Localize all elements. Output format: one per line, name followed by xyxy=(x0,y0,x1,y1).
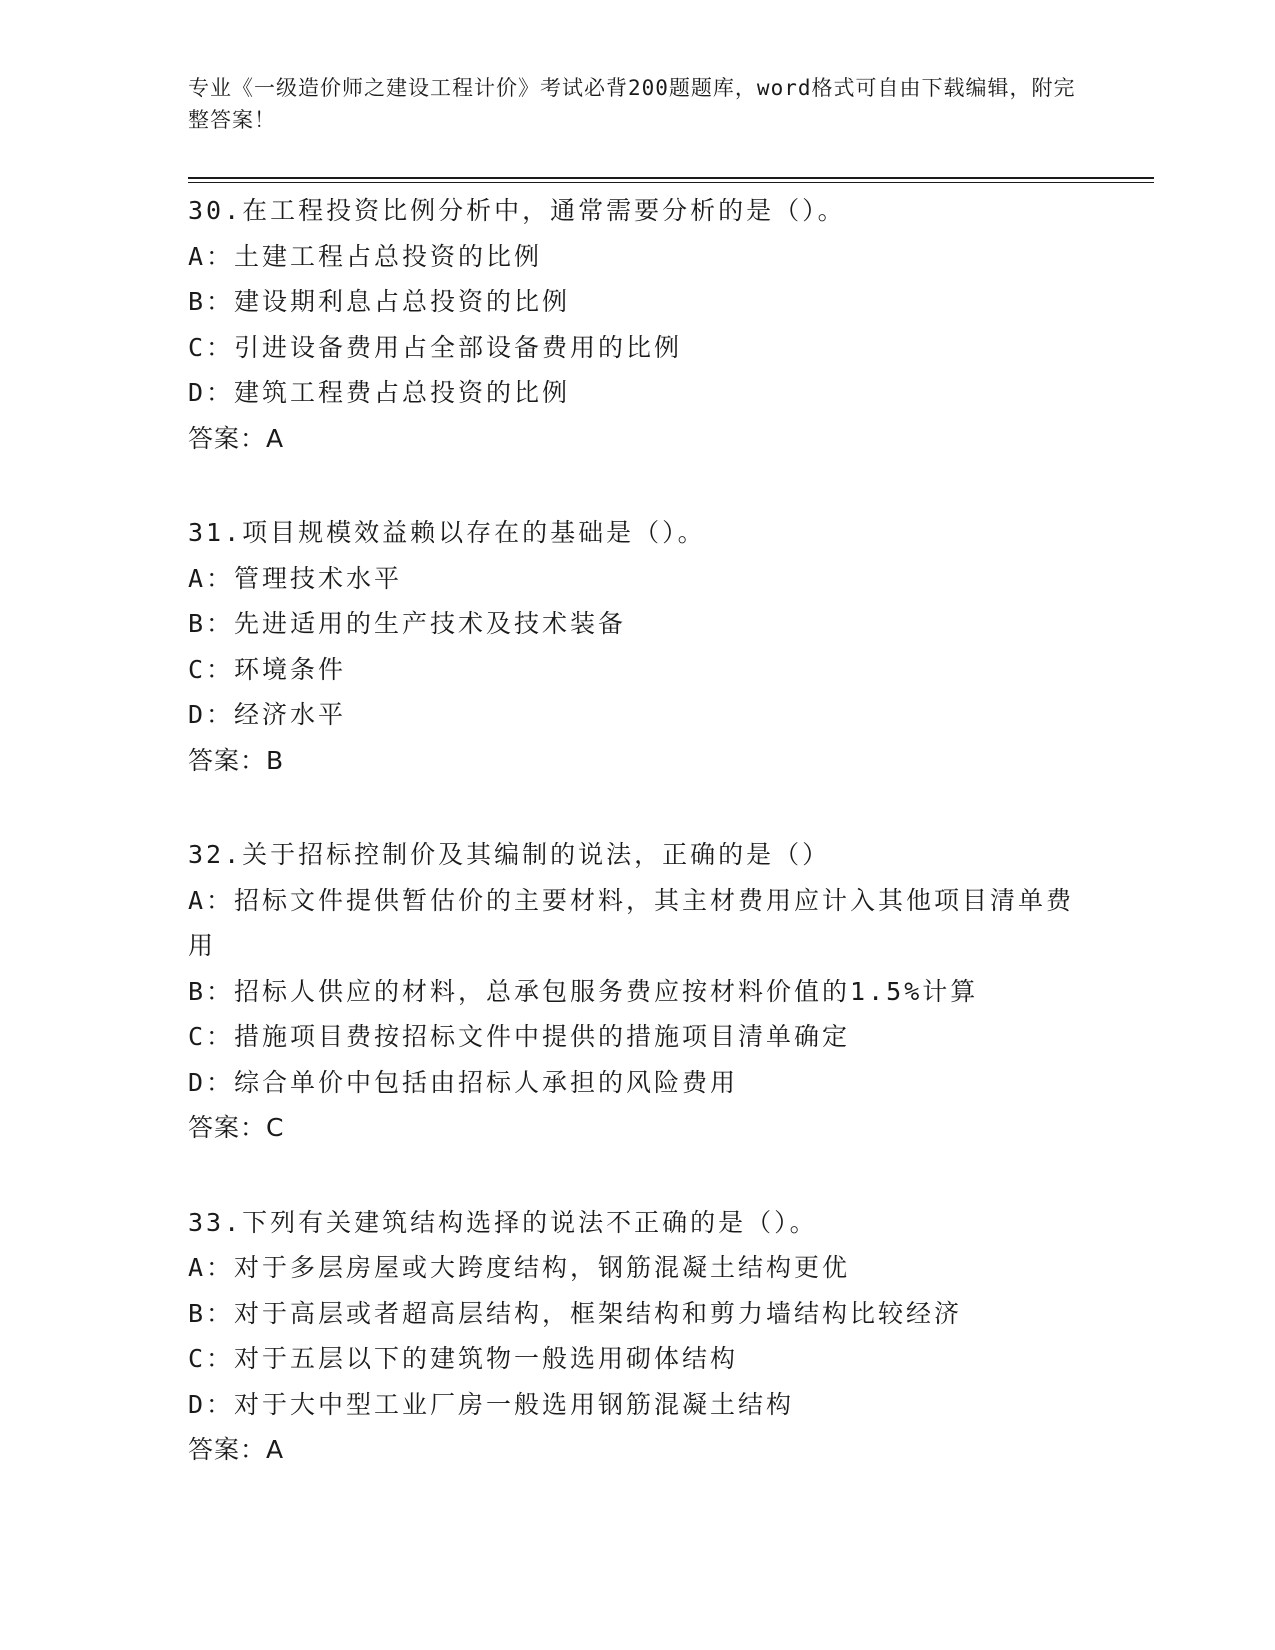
question-stem: 31.项目规模效益赖以存在的基础是（）。 xyxy=(188,518,706,547)
question-stem: 30.在工程投资比例分析中，通常需要分析的是（）。 xyxy=(188,196,846,225)
option-b: B：建设期利息占总投资的比例 xyxy=(188,287,571,316)
option-d: D：综合单价中包括由招标人承担的风险费用 xyxy=(188,1067,739,1097)
question-32 xyxy=(188,832,1088,1151)
option-c: C：环境条件 xyxy=(188,654,347,684)
question-33 xyxy=(188,1200,1088,1473)
answer: 答案：A xyxy=(188,423,285,453)
option-c: C：措施项目费按招标文件中提供的措施项目清单确定 xyxy=(188,1022,851,1051)
option-a: A：招标文件提供暂估价的主要材料，其主材费用应计入其他项目清单费用 xyxy=(188,885,1075,960)
option-a: A：对于多层房屋或大跨度结构，钢筋混凝土结构更优 xyxy=(188,1253,851,1282)
option-b: B：对于高层或者超高层结构，框架结构和剪力墙结构比较经济 xyxy=(188,1298,963,1328)
option-b: B：先进适用的生产技术及技术装备 xyxy=(188,609,627,638)
answer: 答案：B xyxy=(188,745,285,775)
option-c: C：对于五层以下的建筑物一般选用砌体结构 xyxy=(188,1344,739,1373)
answer: 答案：A xyxy=(188,1435,285,1464)
question-stem: 32.关于招标控制价及其编制的说法，正确的是（） xyxy=(188,840,831,869)
header-divider-thick xyxy=(188,177,1154,179)
question-30 xyxy=(188,188,1088,461)
option-d: D：经济水平 xyxy=(188,700,347,729)
option-c: C：引进设备费用占全部设备费用的比例 xyxy=(188,332,683,362)
answer: 答案：C xyxy=(188,1113,285,1142)
option-a: A：管理技术水平 xyxy=(188,563,403,593)
question-list xyxy=(188,188,1088,1522)
document-header xyxy=(188,72,1088,136)
header-text: 专业《一级造价师之建设工程计价》考试必背200题题库，word格式可自由下载编辑，附完整答案！ xyxy=(188,76,1076,132)
option-b: B：招标人供应的材料，总承包服务费应按材料价值的1.5%计算 xyxy=(188,976,979,1006)
option-a: A：土建工程占总投资的比例 xyxy=(188,241,543,271)
header-divider-thin xyxy=(188,182,1154,183)
question-stem: 33.下列有关建筑结构选择的说法不正确的是（）。 xyxy=(188,1207,818,1237)
question-31 xyxy=(188,510,1088,783)
option-d: D：建筑工程费占总投资的比例 xyxy=(188,378,571,407)
option-d: D：对于大中型工业厂房一般选用钢筋混凝土结构 xyxy=(188,1389,795,1419)
